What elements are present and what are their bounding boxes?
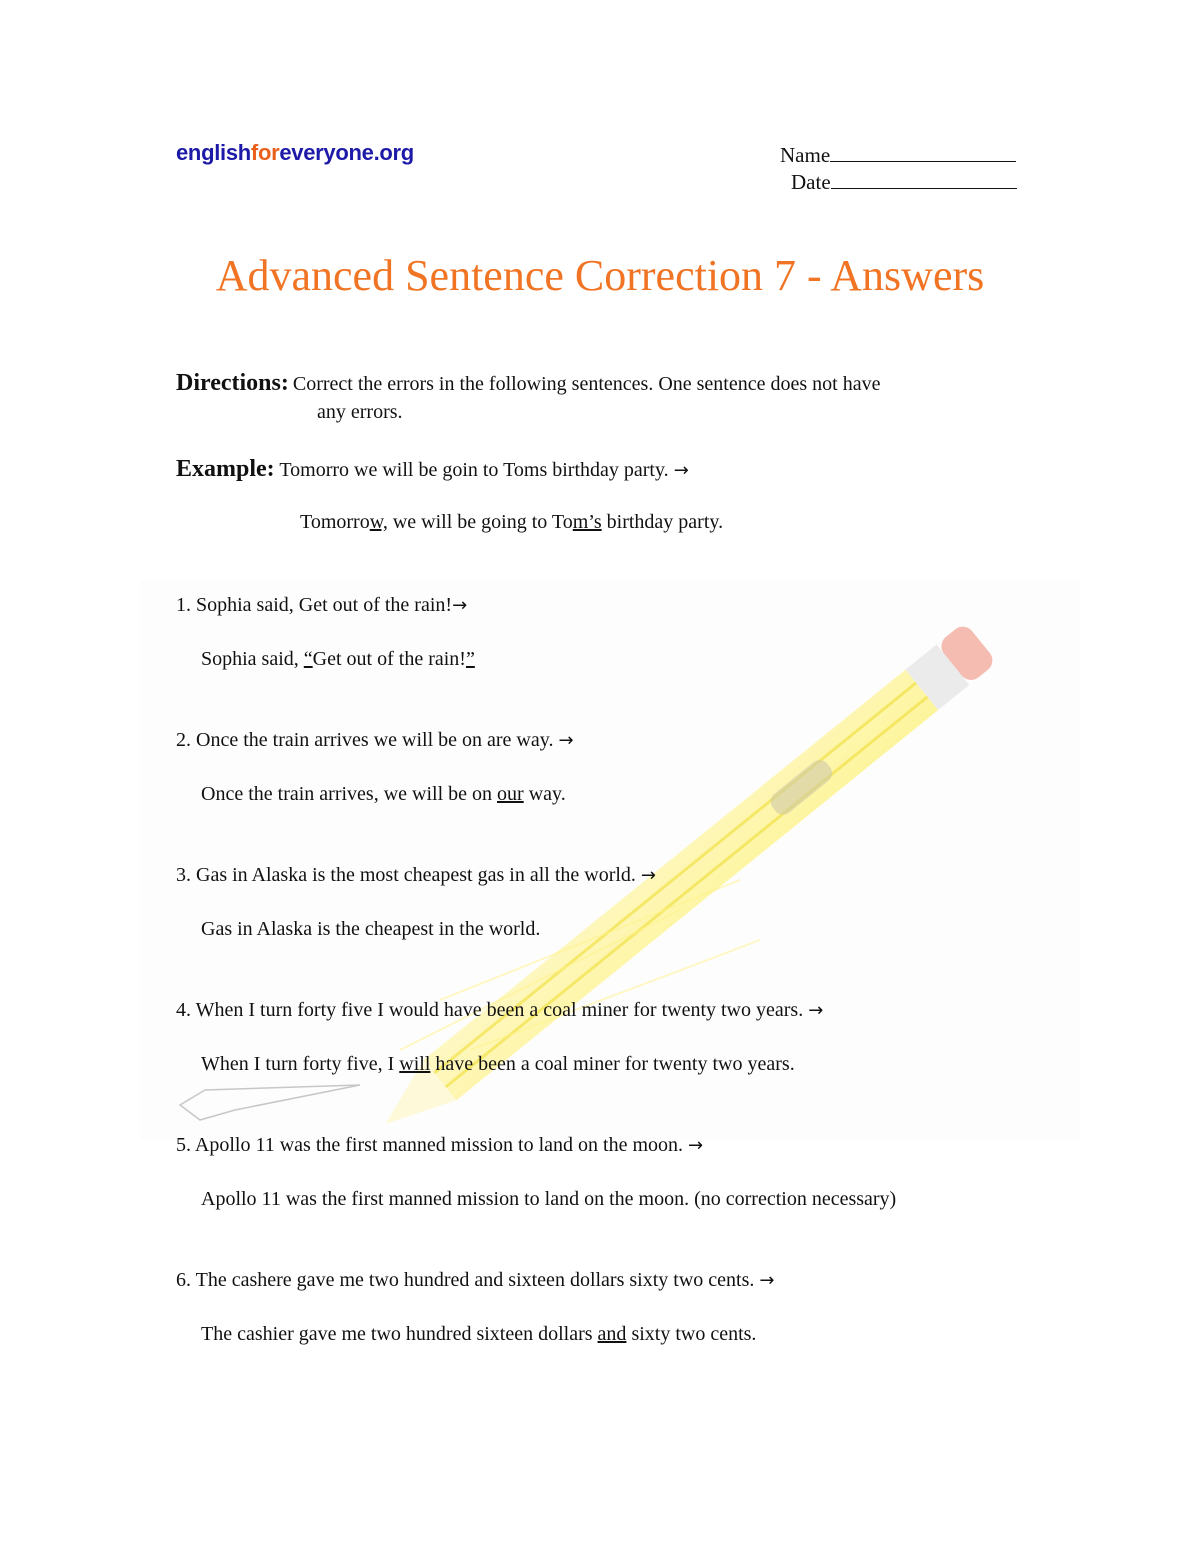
list-item	[176, 999, 1076, 1075]
item-number: 1.	[176, 594, 191, 616]
item-question	[176, 1134, 1076, 1157]
item-answer	[201, 1188, 896, 1211]
logo-part-for: for	[250, 140, 280, 165]
date-label: Date	[791, 170, 831, 194]
answer-text: When I turn forty five, I	[201, 1053, 400, 1075]
directions-label: Directions:	[176, 370, 289, 396]
item-answer	[201, 1323, 756, 1346]
arrow-right-icon: →	[673, 460, 689, 481]
logo-part-domain: everyone.org	[279, 140, 414, 165]
example-answer	[300, 511, 723, 534]
answer-text: birthday party.	[601, 511, 724, 533]
answer-text: Get out of the rain!	[312, 648, 466, 670]
item-answer	[201, 1053, 795, 1076]
item-number: 3.	[176, 864, 191, 886]
item-answer	[201, 918, 540, 941]
answer-correction: and	[597, 1323, 627, 1345]
item-question	[176, 999, 1076, 1022]
date-row	[780, 169, 1017, 196]
item-number: 2.	[176, 729, 191, 751]
question-text: The cashere gave me two hundred and sixteen dollars sixty two cents.	[195, 1269, 755, 1291]
answer-text: Sophia said,	[201, 648, 304, 670]
name-field[interactable]	[830, 143, 1016, 162]
list-item	[176, 1269, 1076, 1345]
item-question	[176, 864, 1076, 887]
list-item	[176, 1134, 1076, 1210]
arrow-right-icon: →	[808, 1000, 824, 1021]
arrow-right-icon: →	[640, 865, 657, 886]
item-question	[176, 1269, 1076, 1292]
answer-correction: “	[303, 648, 313, 670]
question-text: Apollo 11 was the first manned mission to land on the moon.	[194, 1134, 684, 1156]
question-text: Gas in Alaska is the most cheapest gas in all the world.	[196, 864, 636, 886]
name-date-block	[780, 142, 1017, 196]
item-number: 4.	[176, 999, 191, 1021]
item-question	[176, 729, 1076, 752]
item-number: 6.	[176, 1269, 191, 1291]
name-label: Name	[780, 143, 831, 167]
list-item	[176, 864, 1076, 940]
example-question: Tomorro we will be goin to Toms birthday party.	[279, 459, 669, 481]
answer-text: Gas in Alaska is the cheapest in the world.	[201, 918, 541, 940]
example-label: Example:	[176, 456, 275, 482]
answer-text: have been a coal miner for twenty two years.	[430, 1053, 795, 1075]
item-question	[176, 594, 1076, 617]
directions-text-line1: Correct the errors in the following sentences. One sentence does not have	[292, 373, 881, 395]
answer-text: Tomorro	[300, 511, 370, 533]
question-text: Sophia said, Get out of the rain!	[196, 594, 453, 616]
question-text: Once the train arrives we will be on are way.	[196, 729, 554, 751]
arrow-right-icon: →	[759, 1270, 775, 1291]
site-logo[interactable]	[176, 140, 414, 166]
answer-text: way.	[523, 783, 566, 805]
item-number: 5.	[176, 1134, 191, 1156]
logo-part-english: english	[176, 140, 251, 165]
arrow-right-icon: →	[688, 1135, 704, 1156]
answer-correction: m’s	[572, 511, 602, 533]
date-field[interactable]	[831, 170, 1017, 189]
directions-text-line2: any errors.	[317, 401, 403, 423]
list-item	[176, 729, 1076, 805]
item-answer	[201, 648, 475, 671]
answer-text: we will be going to To	[387, 511, 573, 533]
arrow-right-icon: →	[452, 595, 468, 616]
answer-correction: w,	[369, 511, 388, 533]
example	[176, 456, 1036, 483]
list-item	[176, 594, 1076, 670]
name-row	[780, 142, 1017, 169]
directions	[176, 370, 1036, 424]
page-title: Advanced Sentence Correction 7 - Answers	[215, 251, 985, 300]
item-answer	[201, 783, 566, 806]
answer-correction: will	[399, 1053, 431, 1075]
answer-correction: our	[497, 783, 524, 805]
arrow-right-icon: →	[558, 730, 574, 751]
answer-text: sixty two cents.	[626, 1323, 757, 1345]
answer-text: Once the train arrives, we will be on	[201, 783, 498, 805]
answer-text: The cashier gave me two hundred sixteen dollars	[201, 1323, 598, 1345]
question-text: When I turn forty five I would have been a coal miner for twenty two years.	[195, 999, 804, 1021]
answer-correction: ”	[465, 648, 475, 670]
answer-text: Apollo 11 was the first manned mission to land on the moon. (no correction necessary)	[201, 1188, 897, 1210]
